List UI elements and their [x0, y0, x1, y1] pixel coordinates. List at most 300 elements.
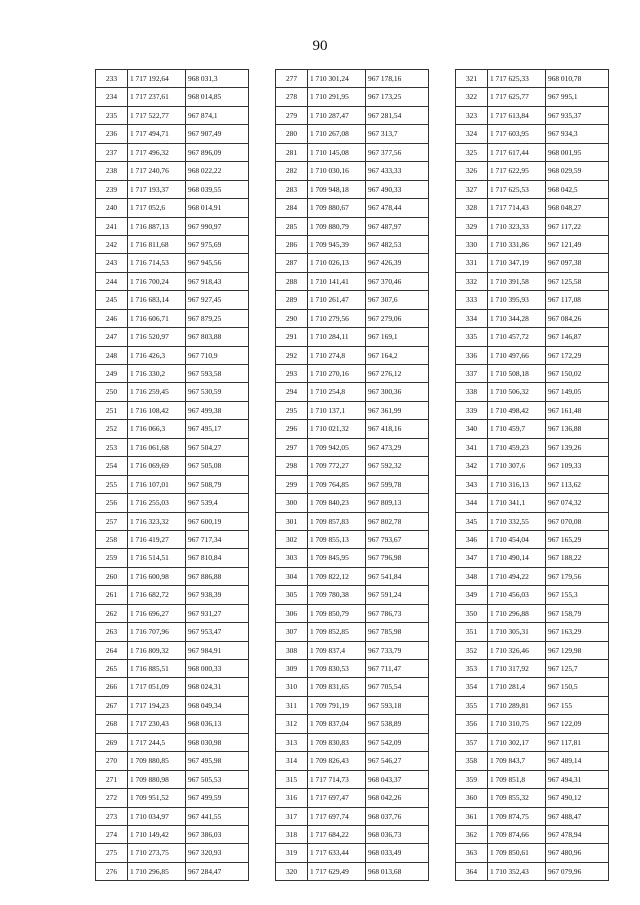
- x-coordinate-cell: 1 710 273,75: [128, 844, 186, 862]
- point-number-cell: 259: [96, 549, 128, 567]
- y-coordinate-cell: 967 717,34: [186, 530, 249, 548]
- y-coordinate-cell: 967 320,93: [186, 844, 249, 862]
- x-coordinate-cell: 1 710 352,43: [488, 862, 546, 880]
- point-number-cell: 355: [456, 696, 488, 714]
- y-coordinate-cell: 967 113,62: [546, 475, 609, 493]
- y-coordinate-cell: 967 178,16: [366, 70, 429, 88]
- point-number-cell: 351: [456, 623, 488, 641]
- y-coordinate-cell: 967 530,59: [186, 383, 249, 401]
- coordinates-table-1: [95, 69, 249, 881]
- table-row: [96, 844, 249, 862]
- y-coordinate-cell: 967 307,6: [366, 291, 429, 309]
- table-row: [276, 752, 429, 770]
- x-coordinate-cell: 1 716 809,32: [128, 641, 186, 659]
- x-coordinate-cell: 1 709 772,27: [308, 457, 366, 475]
- x-coordinate-cell: 1 710 347,19: [488, 254, 546, 272]
- y-coordinate-cell: 968 039,55: [186, 180, 249, 198]
- x-coordinate-cell: 1 710 270,16: [308, 365, 366, 383]
- y-coordinate-cell: 968 031,3: [186, 70, 249, 88]
- table-row: [96, 567, 249, 585]
- point-number-cell: 326: [456, 162, 488, 180]
- x-coordinate-cell: 1 709 951,52: [128, 789, 186, 807]
- table-row: [276, 328, 429, 346]
- y-coordinate-cell: 967 284,47: [186, 862, 249, 880]
- x-coordinate-cell: 1 710 490,14: [488, 549, 546, 567]
- point-number-cell: 262: [96, 604, 128, 622]
- x-coordinate-cell: 1 710 034,97: [128, 807, 186, 825]
- y-coordinate-cell: 967 945,56: [186, 254, 249, 272]
- x-coordinate-cell: 1 717 714,73: [308, 770, 366, 788]
- table-row: [96, 475, 249, 493]
- x-coordinate-cell: 1 717 244,5: [128, 733, 186, 751]
- y-coordinate-cell: 967 896,09: [186, 143, 249, 161]
- table-row: [276, 235, 429, 253]
- table-row: [96, 457, 249, 475]
- y-coordinate-cell: 967 499,38: [186, 401, 249, 419]
- x-coordinate-cell: 1 709 855,13: [308, 530, 366, 548]
- x-coordinate-cell: 1 710 301,24: [308, 70, 366, 88]
- y-coordinate-cell: 967 149,05: [546, 383, 609, 401]
- table-row: [276, 789, 429, 807]
- x-coordinate-cell: 1 709 831,65: [308, 678, 366, 696]
- x-coordinate-cell: 1 710 145,08: [308, 143, 366, 161]
- y-coordinate-cell: 967 499,59: [186, 789, 249, 807]
- point-number-cell: 243: [96, 254, 128, 272]
- x-coordinate-cell: 1 716 061,68: [128, 438, 186, 456]
- y-coordinate-cell: 967 984,91: [186, 641, 249, 659]
- table-row: [96, 825, 249, 843]
- point-number-cell: 264: [96, 641, 128, 659]
- point-number-cell: 332: [456, 272, 488, 290]
- table-row: [276, 825, 429, 843]
- table-row: [456, 346, 609, 364]
- y-coordinate-cell: 968 042,26: [366, 789, 429, 807]
- x-coordinate-cell: 1 709 874,75: [488, 807, 546, 825]
- x-coordinate-cell: 1 716 255,03: [128, 494, 186, 512]
- point-number-cell: 342: [456, 457, 488, 475]
- table-row: [276, 623, 429, 641]
- table-row: [96, 789, 249, 807]
- x-coordinate-cell: 1 710 459,7: [488, 420, 546, 438]
- point-number-cell: 358: [456, 752, 488, 770]
- point-number-cell: 348: [456, 567, 488, 585]
- table-row: [276, 199, 429, 217]
- y-coordinate-cell: 967 136,88: [546, 420, 609, 438]
- point-number-cell: 298: [276, 457, 308, 475]
- x-coordinate-cell: 1 717 051,09: [128, 678, 186, 696]
- table-row: [276, 291, 429, 309]
- point-number-cell: 350: [456, 604, 488, 622]
- x-coordinate-cell: 1 709 791,19: [308, 696, 366, 714]
- point-number-cell: 321: [456, 70, 488, 88]
- point-number-cell: 349: [456, 586, 488, 604]
- y-coordinate-cell: 967 370,46: [366, 272, 429, 290]
- point-number-cell: 341: [456, 438, 488, 456]
- table-row: [456, 586, 609, 604]
- point-number-cell: 269: [96, 733, 128, 751]
- table-row: [456, 162, 609, 180]
- x-coordinate-cell: 1 710 296,88: [488, 604, 546, 622]
- table-row: [96, 696, 249, 714]
- point-number-cell: 325: [456, 143, 488, 161]
- point-number-cell: 363: [456, 844, 488, 862]
- y-coordinate-cell: 968 049,34: [186, 696, 249, 714]
- y-coordinate-cell: 967 495,98: [186, 752, 249, 770]
- table-row: [456, 844, 609, 862]
- x-coordinate-cell: 1 716 885,51: [128, 660, 186, 678]
- point-number-cell: 345: [456, 512, 488, 530]
- x-coordinate-cell: 1 716 696,27: [128, 604, 186, 622]
- table-row: [96, 438, 249, 456]
- x-coordinate-cell: 1 717 625,53: [488, 180, 546, 198]
- y-coordinate-cell: 967 599,78: [366, 475, 429, 493]
- point-number-cell: 277: [276, 70, 308, 88]
- table-row: [456, 494, 609, 512]
- point-number-cell: 300: [276, 494, 308, 512]
- y-coordinate-cell: 967 600,19: [186, 512, 249, 530]
- x-coordinate-cell: 1 710 323,33: [488, 217, 546, 235]
- point-number-cell: 347: [456, 549, 488, 567]
- y-coordinate-cell: 967 710,9: [186, 346, 249, 364]
- x-coordinate-cell: 1 709 843,7: [488, 752, 546, 770]
- y-coordinate-cell: 967 733,79: [366, 641, 429, 659]
- table-row: [96, 235, 249, 253]
- x-coordinate-cell: 1 709 945,39: [308, 235, 366, 253]
- y-coordinate-cell: 967 488,47: [546, 807, 609, 825]
- table-row: [96, 291, 249, 309]
- point-number-cell: 291: [276, 328, 308, 346]
- point-number-cell: 340: [456, 420, 488, 438]
- point-number-cell: 293: [276, 365, 308, 383]
- y-coordinate-cell: 967 079,96: [546, 862, 609, 880]
- point-number-cell: 314: [276, 752, 308, 770]
- point-number-cell: 244: [96, 272, 128, 290]
- point-number-cell: 362: [456, 825, 488, 843]
- point-number-cell: 276: [96, 862, 128, 880]
- table-row: [96, 733, 249, 751]
- y-coordinate-cell: 968 042,5: [546, 180, 609, 198]
- point-number-cell: 248: [96, 346, 128, 364]
- x-coordinate-cell: 1 709 822,12: [308, 567, 366, 585]
- table-row: [456, 401, 609, 419]
- x-coordinate-cell: 1 717 230,43: [128, 715, 186, 733]
- y-coordinate-cell: 967 276,12: [366, 365, 429, 383]
- y-coordinate-cell: 967 117,22: [546, 217, 609, 235]
- y-coordinate-cell: 967 161,48: [546, 401, 609, 419]
- table-row: [456, 623, 609, 641]
- y-coordinate-cell: 967 495,17: [186, 420, 249, 438]
- x-coordinate-cell: 1 709 880,79: [308, 217, 366, 235]
- x-coordinate-cell: 1 717 714,43: [488, 199, 546, 217]
- x-coordinate-cell: 1 716 259,45: [128, 383, 186, 401]
- x-coordinate-cell: 1 710 498,42: [488, 401, 546, 419]
- y-coordinate-cell: 967 480,96: [546, 844, 609, 862]
- y-coordinate-cell: 967 117,81: [546, 733, 609, 751]
- x-coordinate-cell: 1 710 317,92: [488, 660, 546, 678]
- x-coordinate-cell: 1 709 851,8: [488, 770, 546, 788]
- y-coordinate-cell: 967 146,87: [546, 328, 609, 346]
- x-coordinate-cell: 1 717 622,95: [488, 162, 546, 180]
- y-coordinate-cell: 967 473,29: [366, 438, 429, 456]
- y-coordinate-cell: 968 014,91: [186, 199, 249, 217]
- point-number-cell: 360: [456, 789, 488, 807]
- y-coordinate-cell: 967 975,69: [186, 235, 249, 253]
- table-row: [276, 512, 429, 530]
- x-coordinate-cell: 1 717 194,23: [128, 696, 186, 714]
- x-coordinate-cell: 1 710 391,58: [488, 272, 546, 290]
- y-coordinate-cell: 967 478,94: [546, 825, 609, 843]
- x-coordinate-cell: 1 717 237,61: [128, 88, 186, 106]
- table-row: [276, 807, 429, 825]
- table-row: [276, 438, 429, 456]
- table-row: [96, 586, 249, 604]
- x-coordinate-cell: 1 709 837,4: [308, 641, 366, 659]
- point-number-cell: 318: [276, 825, 308, 843]
- x-coordinate-cell: 1 717 193,37: [128, 180, 186, 198]
- y-coordinate-cell: 967 504,27: [186, 438, 249, 456]
- table-row: [456, 549, 609, 567]
- table-row: [96, 604, 249, 622]
- point-number-cell: 275: [96, 844, 128, 862]
- x-coordinate-cell: 1 710 026,13: [308, 254, 366, 272]
- y-coordinate-cell: 967 109,33: [546, 457, 609, 475]
- y-coordinate-cell: 967 508,79: [186, 475, 249, 493]
- y-coordinate-cell: 967 935,37: [546, 106, 609, 124]
- x-coordinate-cell: 1 710 341,1: [488, 494, 546, 512]
- point-number-cell: 250: [96, 383, 128, 401]
- x-coordinate-cell: 1 716 520,97: [128, 328, 186, 346]
- point-number-cell: 286: [276, 235, 308, 253]
- x-coordinate-cell: 1 716 066,3: [128, 420, 186, 438]
- table-row: [456, 604, 609, 622]
- x-coordinate-cell: 1 710 289,81: [488, 696, 546, 714]
- point-number-cell: 292: [276, 346, 308, 364]
- table-row: [96, 365, 249, 383]
- table-row: [96, 715, 249, 733]
- table-row: [276, 641, 429, 659]
- x-coordinate-cell: 1 717 697,47: [308, 789, 366, 807]
- table-row: [456, 88, 609, 106]
- x-coordinate-cell: 1 710 302,17: [488, 733, 546, 751]
- y-coordinate-cell: 967 084,26: [546, 309, 609, 327]
- point-number-cell: 263: [96, 623, 128, 641]
- table-row: [96, 346, 249, 364]
- point-number-cell: 266: [96, 678, 128, 696]
- x-coordinate-cell: 1 717 625,33: [488, 70, 546, 88]
- table-row: [96, 678, 249, 696]
- point-number-cell: 337: [456, 365, 488, 383]
- x-coordinate-cell: 1 710 291,95: [308, 88, 366, 106]
- point-number-cell: 317: [276, 807, 308, 825]
- point-number-cell: 309: [276, 660, 308, 678]
- x-coordinate-cell: 1 710 137,1: [308, 401, 366, 419]
- point-number-cell: 335: [456, 328, 488, 346]
- y-coordinate-cell: 967 593,18: [366, 696, 429, 714]
- table-row: [96, 217, 249, 235]
- table-row: [456, 199, 609, 217]
- x-coordinate-cell: 1 710 457,72: [488, 328, 546, 346]
- point-number-cell: 330: [456, 235, 488, 253]
- point-number-cell: 288: [276, 272, 308, 290]
- x-coordinate-cell: 1 716 600,98: [128, 567, 186, 585]
- x-coordinate-cell: 1 710 030,16: [308, 162, 366, 180]
- table-row: [96, 494, 249, 512]
- table-row: [276, 862, 429, 880]
- y-coordinate-cell: 968 010,78: [546, 70, 609, 88]
- table-row: [96, 807, 249, 825]
- table-row: [276, 346, 429, 364]
- x-coordinate-cell: 1 709 874,66: [488, 825, 546, 843]
- table-row: [456, 770, 609, 788]
- x-coordinate-cell: 1 709 830,83: [308, 733, 366, 751]
- point-number-cell: 241: [96, 217, 128, 235]
- x-coordinate-cell: 1 717 613,84: [488, 106, 546, 124]
- point-number-cell: 287: [276, 254, 308, 272]
- point-number-cell: 343: [456, 475, 488, 493]
- point-number-cell: 334: [456, 309, 488, 327]
- y-coordinate-cell: 967 300,36: [366, 383, 429, 401]
- y-coordinate-cell: 968 036,73: [366, 825, 429, 843]
- y-coordinate-cell: 967 129,98: [546, 641, 609, 659]
- point-number-cell: 253: [96, 438, 128, 456]
- table-row: [96, 623, 249, 641]
- x-coordinate-cell: 1 709 852,85: [308, 623, 366, 641]
- y-coordinate-cell: 967 441,55: [186, 807, 249, 825]
- x-coordinate-cell: 1 716 108,42: [128, 401, 186, 419]
- point-number-cell: 313: [276, 733, 308, 751]
- x-coordinate-cell: 1 710 267,08: [308, 125, 366, 143]
- point-number-cell: 346: [456, 530, 488, 548]
- x-coordinate-cell: 1 716 811,68: [128, 235, 186, 253]
- point-number-cell: 352: [456, 641, 488, 659]
- x-coordinate-cell: 1 710 307,6: [488, 457, 546, 475]
- table-row: [456, 291, 609, 309]
- table-row: [276, 715, 429, 733]
- point-number-cell: 245: [96, 291, 128, 309]
- y-coordinate-cell: 967 711,47: [366, 660, 429, 678]
- x-coordinate-cell: 1 710 305,31: [488, 623, 546, 641]
- y-coordinate-cell: 967 165,29: [546, 530, 609, 548]
- y-coordinate-cell: 967 938,39: [186, 586, 249, 604]
- point-number-cell: 311: [276, 696, 308, 714]
- table-row: [96, 549, 249, 567]
- x-coordinate-cell: 1 710 332,55: [488, 512, 546, 530]
- table-row: [276, 420, 429, 438]
- table-row: [96, 770, 249, 788]
- y-coordinate-cell: 967 990,97: [186, 217, 249, 235]
- point-number-cell: 283: [276, 180, 308, 198]
- x-coordinate-cell: 1 710 149,42: [128, 825, 186, 843]
- x-coordinate-cell: 1 710 287,47: [308, 106, 366, 124]
- table-row: [276, 457, 429, 475]
- y-coordinate-cell: 967 802,78: [366, 512, 429, 530]
- point-number-cell: 357: [456, 733, 488, 751]
- y-coordinate-cell: 967 793,67: [366, 530, 429, 548]
- y-coordinate-cell: 967 169,1: [366, 328, 429, 346]
- y-coordinate-cell: 967 361,99: [366, 401, 429, 419]
- coordinates-table-2: [275, 69, 429, 881]
- x-coordinate-cell: 1 717 684,22: [308, 825, 366, 843]
- table-row: [276, 770, 429, 788]
- x-coordinate-cell: 1 717 629,49: [308, 862, 366, 880]
- point-number-cell: 328: [456, 199, 488, 217]
- y-coordinate-cell: 967 786,73: [366, 604, 429, 622]
- point-number-cell: 305: [276, 586, 308, 604]
- y-coordinate-cell: 967 122,09: [546, 715, 609, 733]
- x-coordinate-cell: 1 716 330,2: [128, 365, 186, 383]
- table-row: [456, 475, 609, 493]
- x-coordinate-cell: 1 717 052,6: [128, 199, 186, 217]
- point-number-cell: 294: [276, 383, 308, 401]
- y-coordinate-cell: 967 494,31: [546, 770, 609, 788]
- table-row: [276, 401, 429, 419]
- point-number-cell: 302: [276, 530, 308, 548]
- table-row: [276, 530, 429, 548]
- table-row: [456, 125, 609, 143]
- point-number-cell: 274: [96, 825, 128, 843]
- y-coordinate-cell: 967 487,97: [366, 217, 429, 235]
- table-row: [456, 272, 609, 290]
- table-row: [456, 254, 609, 272]
- x-coordinate-cell: 1 709 855,32: [488, 789, 546, 807]
- table-row: [456, 70, 609, 88]
- table-row: [276, 309, 429, 327]
- y-coordinate-cell: 968 000,33: [186, 660, 249, 678]
- table-row: [456, 807, 609, 825]
- y-coordinate-cell: 968 013,68: [366, 862, 429, 880]
- point-number-cell: 237: [96, 143, 128, 161]
- point-number-cell: 333: [456, 291, 488, 309]
- table-row: [276, 88, 429, 106]
- table-row: [276, 162, 429, 180]
- x-coordinate-cell: 1 717 522,77: [128, 106, 186, 124]
- table-row: [96, 88, 249, 106]
- y-coordinate-cell: 967 879,25: [186, 309, 249, 327]
- x-coordinate-cell: 1 710 459,23: [488, 438, 546, 456]
- point-number-cell: 295: [276, 401, 308, 419]
- point-number-cell: 236: [96, 125, 128, 143]
- coordinates-table-3: [455, 69, 609, 881]
- point-number-cell: 329: [456, 217, 488, 235]
- table-row: [96, 420, 249, 438]
- y-coordinate-cell: 968 037,76: [366, 807, 429, 825]
- point-number-cell: 320: [276, 862, 308, 880]
- point-number-cell: 280: [276, 125, 308, 143]
- y-coordinate-cell: 968 014,85: [186, 88, 249, 106]
- point-number-cell: 251: [96, 401, 128, 419]
- x-coordinate-cell: 1 710 344,28: [488, 309, 546, 327]
- x-coordinate-cell: 1 717 192,64: [128, 70, 186, 88]
- point-number-cell: 273: [96, 807, 128, 825]
- page-number: 90: [312, 38, 328, 54]
- point-number-cell: 361: [456, 807, 488, 825]
- point-number-cell: 268: [96, 715, 128, 733]
- y-coordinate-cell: 967 809,13: [366, 494, 429, 512]
- y-coordinate-cell: 967 386,03: [186, 825, 249, 843]
- point-number-cell: 257: [96, 512, 128, 530]
- y-coordinate-cell: 967 490,12: [546, 789, 609, 807]
- x-coordinate-cell: 1 709 850,79: [308, 604, 366, 622]
- x-coordinate-cell: 1 709 880,67: [308, 199, 366, 217]
- point-number-cell: 271: [96, 770, 128, 788]
- x-coordinate-cell: 1 709 830,53: [308, 660, 366, 678]
- point-number-cell: 308: [276, 641, 308, 659]
- y-coordinate-cell: 967 121,49: [546, 235, 609, 253]
- point-number-cell: 255: [96, 475, 128, 493]
- table-row: [456, 789, 609, 807]
- point-number-cell: 336: [456, 346, 488, 364]
- y-coordinate-cell: 967 953,47: [186, 623, 249, 641]
